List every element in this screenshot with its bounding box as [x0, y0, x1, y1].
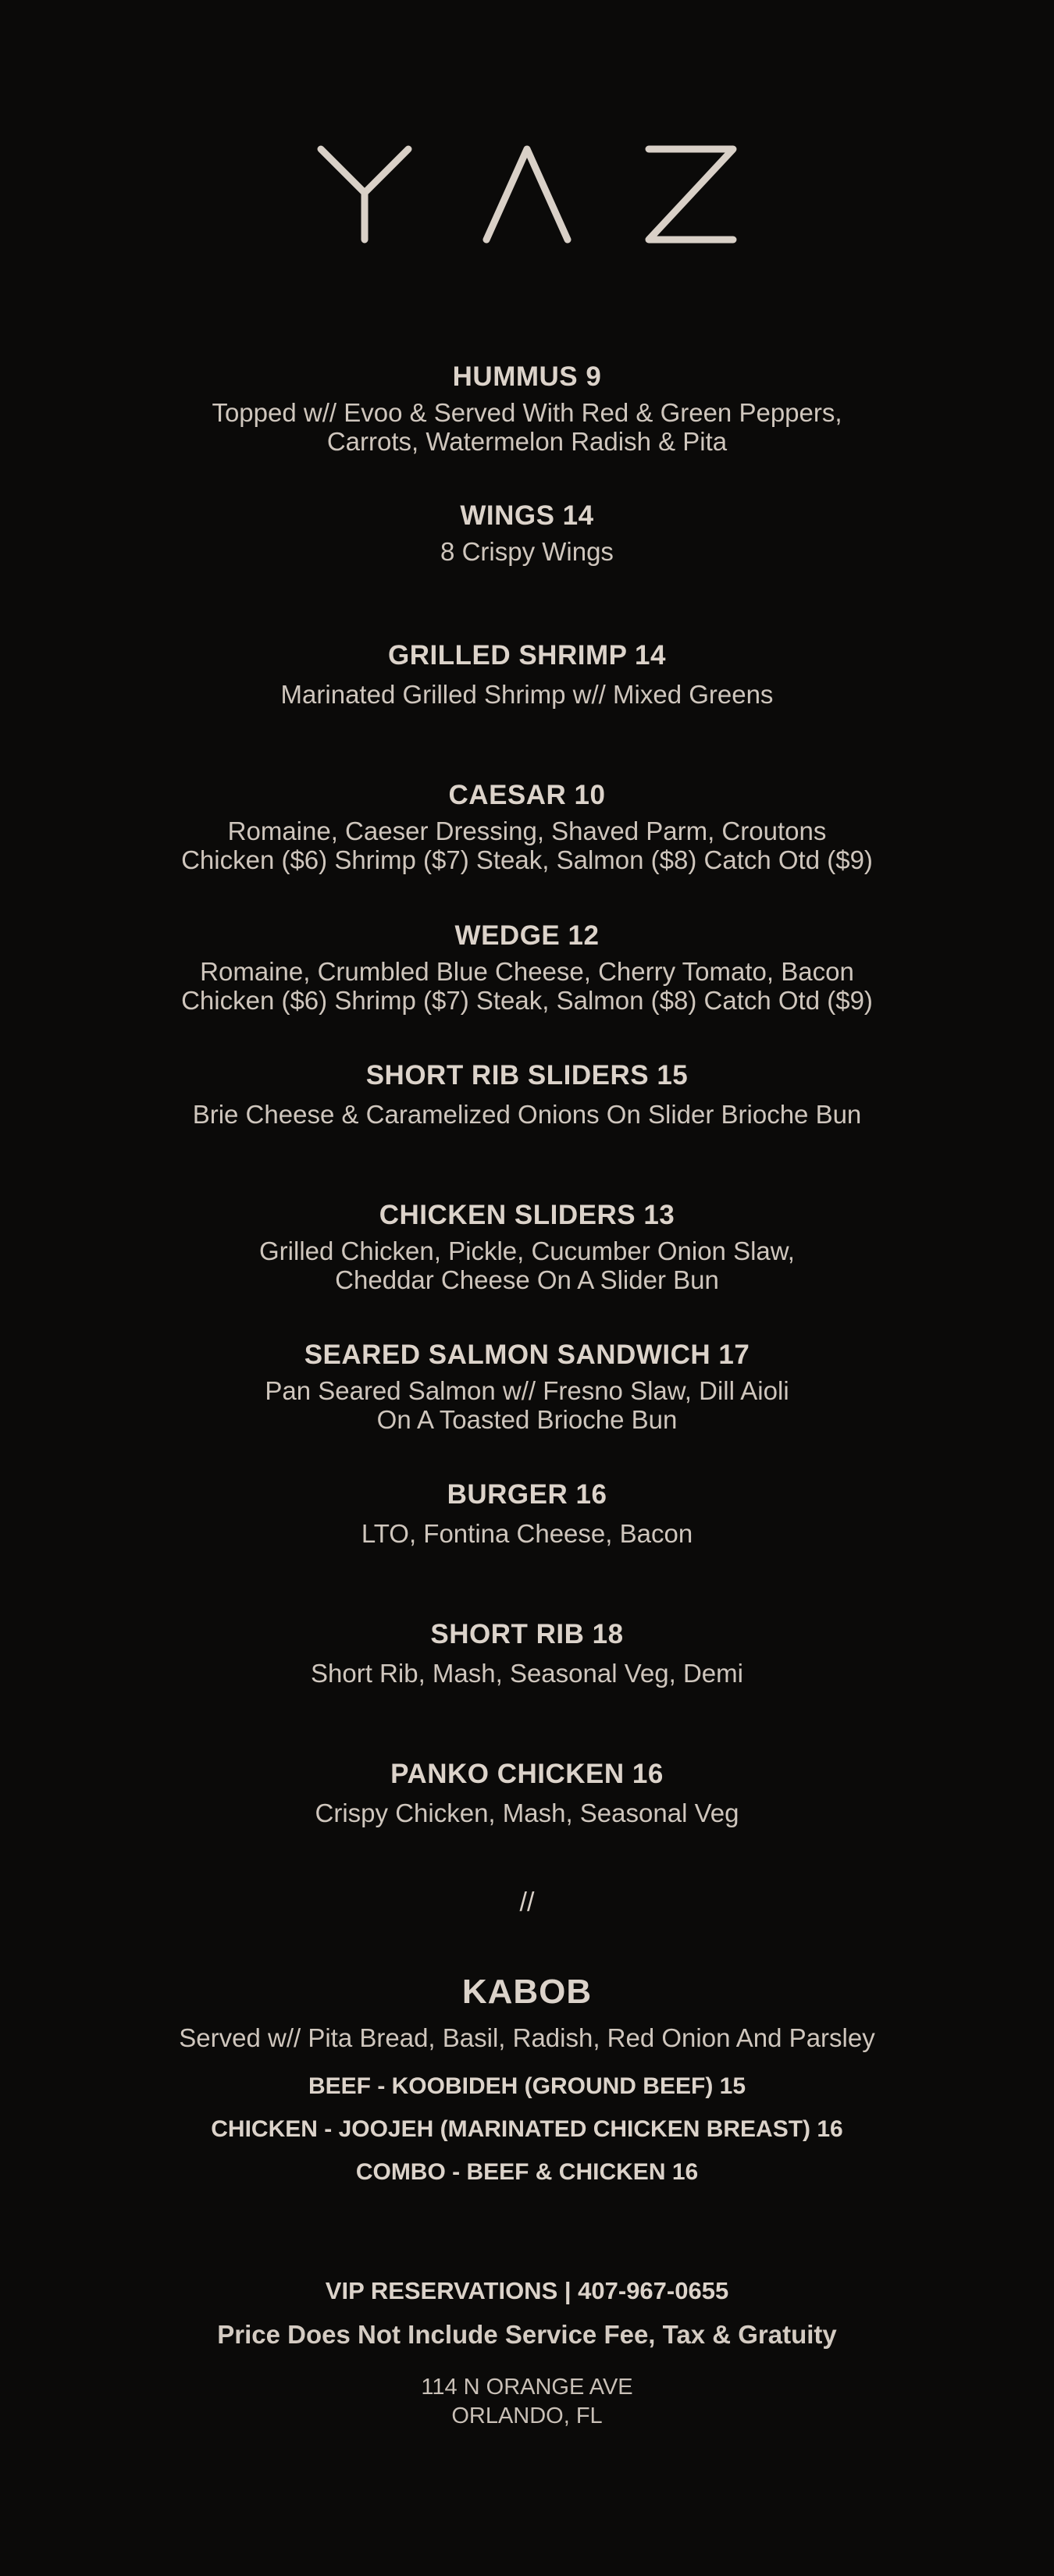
menu-item-short-rib [0, 1618, 1054, 1688]
item-name: BURGER 16 [447, 1479, 607, 1510]
item-name: HUMMUS 9 [452, 361, 602, 392]
kabob-desc: Served w// Pita Bread, Basil, Radish, Red Onion And Parsley [179, 2023, 875, 2052]
service-fee-note: Price Does Not Include Service Fee, Tax & Gratuity [217, 2320, 837, 2349]
item-desc-line: LTO, Fontina Cheese, Bacon [361, 1519, 693, 1548]
item-name: CAESAR 10 [448, 780, 606, 810]
item-name: CHICKEN SLIDERS 13 [379, 1200, 675, 1230]
item-name: WEDGE 12 [454, 920, 600, 951]
address-line: 114 N ORANGE AVE [421, 2375, 633, 2400]
menu-item-grilled-shrimp [0, 639, 1054, 709]
item-desc-line: Short Rib, Mash, Seasonal Veg, Demi [311, 1659, 743, 1688]
vip-reservations: VIP RESERVATIONS | 407-967-0655 [325, 2277, 729, 2304]
item-desc-line: Marinated Grilled Shrimp w// Mixed Greens [280, 680, 774, 709]
item-desc-line: Grilled Chicken, Pickle, Cucumber Onion Slaw, [259, 1236, 795, 1265]
item-desc-line: Carrots, Watermelon Radish & Pita [326, 427, 728, 456]
item-desc-line: On A Toasted Brioche Bun [376, 1405, 678, 1434]
menu-item-panko-chicken [0, 1758, 1054, 1827]
address [0, 2373, 1054, 2431]
item-desc-line: Brie Cheese & Caramelized Onions On Slider Brioche Bun [192, 1100, 862, 1129]
kabob-title: KABOB [461, 1973, 593, 2011]
menu-item-chicken-sliders [0, 1199, 1054, 1294]
kabob-option-chicken: CHICKEN - JOOJEH (MARINATED CHICKEN BREAST) 16 [211, 2116, 843, 2142]
item-desc-line: Topped w// Evoo & Served With Red & Green Peppers, [212, 398, 842, 427]
section-separator: // [519, 1888, 535, 1917]
kabob-option-combo: COMBO - BEEF & CHICKEN 16 [355, 2159, 699, 2185]
item-desc-line: Cheddar Cheese On A Slider Bun [335, 1265, 719, 1294]
menu-item-wedge [0, 920, 1054, 1015]
item-name: PANKO CHICKEN 16 [390, 1759, 664, 1789]
menu-item-seared-salmon-sandwich [0, 1339, 1054, 1434]
item-name: SHORT RIB SLIDERS 15 [365, 1060, 689, 1091]
menu-item-short-rib-sliders [0, 1059, 1054, 1129]
item-desc-line: Romaine, Crumbled Blue Cheese, Cherry Tomato, Bacon [200, 957, 854, 986]
item-name: GRILLED SHRIMP 14 [388, 640, 666, 671]
address-line: ORLANDO, FL [451, 2403, 603, 2428]
item-desc-line: Chicken ($6) Shrimp ($7) Steak, Salmon ($8) Catch Otd ($9) [181, 845, 873, 874]
menu-item-caesar [0, 779, 1054, 874]
item-desc-line: Pan Seared Salmon w// Fresno Slaw, Dill Aioli [265, 1376, 789, 1405]
menu-item-wings [0, 500, 1054, 566]
yaz-logo [0, 144, 1054, 246]
item-desc-line: Chicken ($6) Shrimp ($7) Steak, Salmon ($8) Catch Otd ($9) [181, 986, 873, 1015]
item-desc-line: Romaine, Caeser Dressing, Shaved Parm, Croutons [227, 817, 827, 845]
kabob-option-beef: BEEF - KOOBIDEH (GROUND BEEF) 15 [308, 2073, 746, 2099]
yaz-logo-mark [316, 144, 738, 246]
item-desc-line: 8 Crispy Wings [440, 537, 614, 566]
item-name: SHORT RIB 18 [430, 1619, 624, 1649]
item-name: SEARED SALMON SANDWICH 17 [304, 1340, 750, 1370]
item-desc-line: Crispy Chicken, Mash, Seasonal Veg [315, 1799, 739, 1827]
menu-item-burger [0, 1478, 1054, 1548]
menu-item-hummus [0, 361, 1054, 456]
item-name: WINGS 14 [460, 500, 594, 531]
